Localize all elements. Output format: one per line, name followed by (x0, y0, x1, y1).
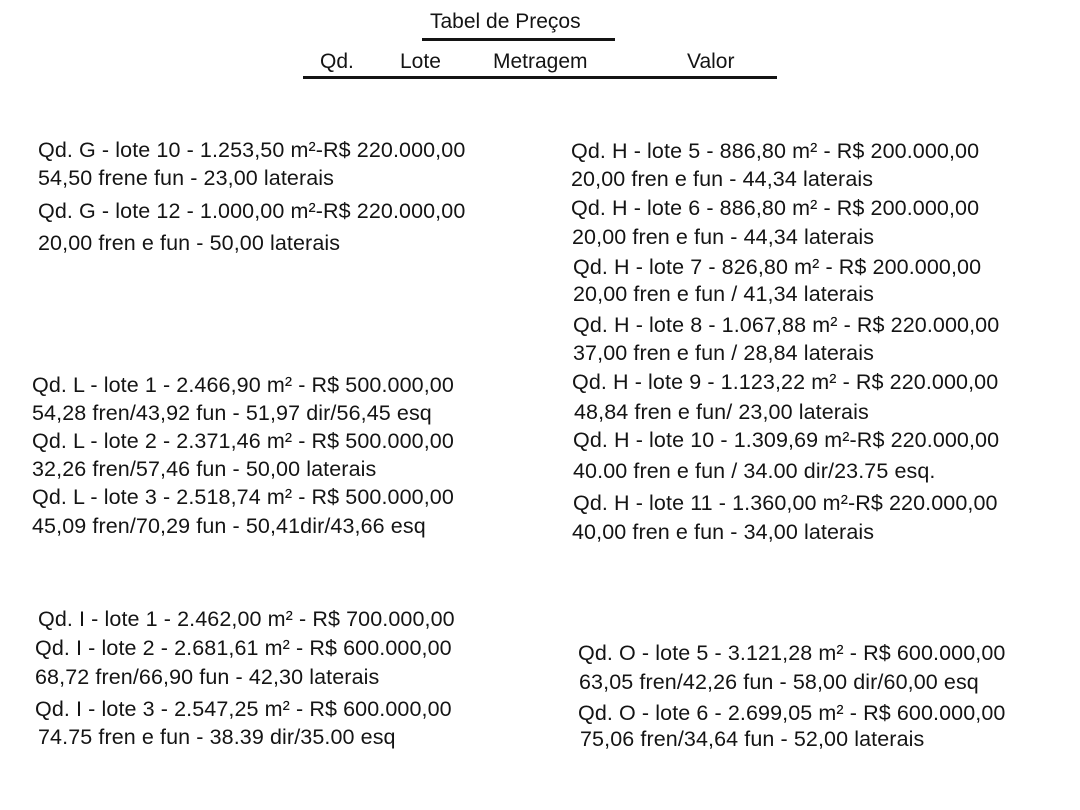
listing-line-main: Qd. I - lote 3 - 2.547,25 m² - R$ 600.000,00 (35, 697, 452, 721)
listing-line-main: Qd. G - lote 10 - 1.253,50 m²-R$ 220.000,00 (38, 138, 466, 162)
listing-line-dimensions: 37,00 fren e fun / 28,84 laterais (573, 341, 874, 365)
listing-line-main: Qd. H - lote 9 - 1.123,22 m² - R$ 220.000,00 (572, 370, 999, 394)
listing-line-main: Qd. G - lote 12 - 1.000,00 m²-R$ 220.000,00 (38, 199, 466, 223)
listing-line-main: Qd. I - lote 1 - 2.462,00 m² - R$ 700.000,00 (38, 607, 455, 631)
listing-line-dimensions: 20,00 fren e fun - 44,34 laterais (572, 225, 875, 249)
listing-line-main: Qd. H - lote 11 - 1.360,00 m²-R$ 220.000,00 (573, 491, 998, 515)
listing-line-dimensions: 32,26 fren/57,46 fun - 50,00 laterais (32, 457, 377, 481)
header-underline (303, 76, 777, 79)
listing-line-dimensions: 20,00 fren e fun - 44,34 laterais (571, 167, 874, 191)
listing-line-main: Qd. O - lote 6 - 2.699,05 m² - R$ 600.000,00 (578, 701, 1006, 725)
listing-line-dimensions: 75,06 fren/34,64 fun - 52,00 laterais (580, 727, 925, 751)
listing-line-main: Qd. H - lote 10 - 1.309,69 m²-R$ 220.000,00 (573, 428, 1000, 452)
listing-line-dimensions: 40,00 fren e fun - 34,00 laterais (572, 520, 875, 544)
listing-line-dimensions: 68,72 fren/66,90 fun - 42,30 laterais (35, 665, 380, 689)
title-underline (422, 38, 615, 41)
listing-line-dimensions: 74.75 fren e fun - 38.39 dir/35.00 esq (38, 725, 396, 749)
listing-line-main: Qd. L - lote 1 - 2.466,90 m² - R$ 500.000,00 (32, 373, 454, 397)
listing-line-dimensions: 45,09 fren/70,29 fun - 50,41dir/43,66 esq (32, 514, 426, 538)
listing-line-main: Qd. L - lote 3 - 2.518,74 m² - R$ 500.000,00 (32, 485, 454, 509)
listing-line-main: Qd. H - lote 8 - 1.067,88 m² - R$ 220.000,00 (573, 313, 1000, 337)
listing-line-main: Qd. H - lote 7 - 826,80 m² - R$ 200.000,00 (573, 255, 982, 279)
listing-line-dimensions: 48,84 fren e fun/ 23,00 laterais (574, 400, 869, 424)
listing-line-main: Qd. I - lote 2 - 2.681,61 m² - R$ 600.000,00 (35, 636, 452, 660)
listing-line-main: Qd. H - lote 6 - 886,80 m² - R$ 200.000,00 (571, 196, 980, 220)
column-header-valor: Valor (687, 50, 735, 73)
listing-line-dimensions: 20,00 fren e fun - 50,00 laterais (38, 231, 341, 255)
listing-line-main: Qd. O - lote 5 - 3.121,28 m² - R$ 600.000,00 (578, 641, 1006, 665)
column-header-lote: Lote (400, 50, 441, 73)
listing-line-dimensions: 20,00 fren e fun / 41,34 laterais (573, 282, 874, 306)
listing-line-main: Qd. H - lote 5 - 886,80 m² - R$ 200.000,00 (571, 139, 980, 163)
listing-line-dimensions: 63,05 fren/42,26 fun - 58,00 dir/60,00 esq (579, 670, 979, 694)
price-table-title: Tabel de Preços (430, 10, 581, 33)
listing-line-dimensions: 40.00 fren e fun / 34.00 dir/23.75 esq. (573, 459, 936, 483)
listing-line-dimensions: 54,28 fren/43,92 fun - 51,97 dir/56,45 esq (32, 401, 432, 425)
column-header-qd: Qd. (320, 50, 354, 73)
listing-line-main: Qd. L - lote 2 - 2.371,46 m² - R$ 500.000,00 (32, 429, 454, 453)
column-header-metragem: Metragem (493, 50, 588, 73)
listing-line-dimensions: 54,50 frene fun - 23,00 laterais (38, 166, 335, 190)
